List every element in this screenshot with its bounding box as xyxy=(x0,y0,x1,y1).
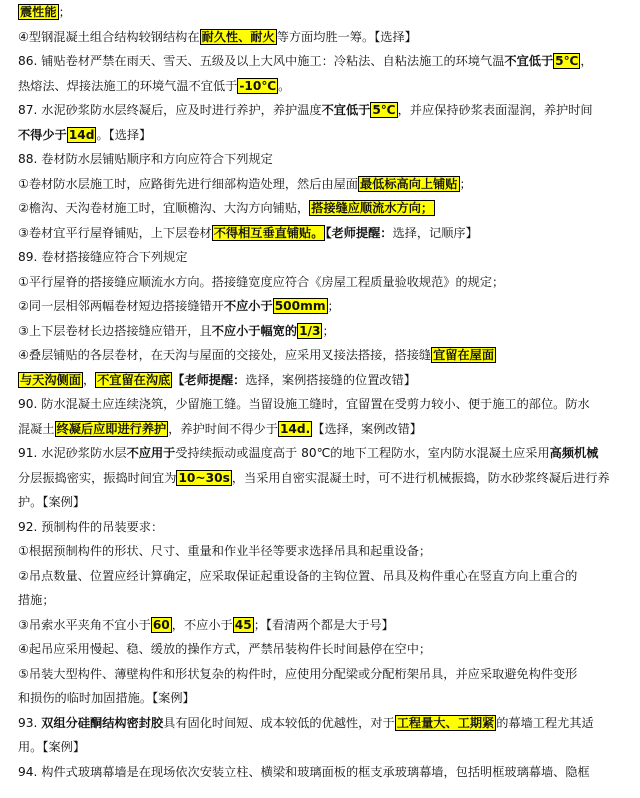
text-segment: ②檐沟、天沟卷材施工时，宜顺檐沟、大沟方向铺贴， xyxy=(18,201,310,215)
text-line xyxy=(18,343,626,368)
text-segment: 88. 卷材防水层铺贴顺序和方向应符合下列规定 xyxy=(18,152,273,166)
text-line xyxy=(18,294,626,319)
text-line xyxy=(18,123,626,148)
text-segment: ⑤吊装大型构件、薄壁构件和形状复杂的构件时，应使用分配梁或分配桁架吊具，并应采取避免构件变形 xyxy=(18,666,578,681)
text-line xyxy=(18,466,626,491)
text-line xyxy=(18,662,626,687)
text-line xyxy=(18,49,626,74)
text-line xyxy=(18,515,626,540)
text-segment: ③上下层卷材长边搭接缝应错开，且 xyxy=(18,323,212,338)
text-line xyxy=(18,270,626,295)
highlighted-text: 60 xyxy=(152,617,170,632)
bold-text: 不宜低于 xyxy=(504,54,554,68)
text-segment: ， xyxy=(82,372,96,387)
bold-text: 双组分硅酮结构密封胶 xyxy=(41,715,164,730)
text-segment: 热熔法、焊接法施工的环境气温不宜低于 xyxy=(18,78,238,93)
highlighted-text: 14d. xyxy=(279,421,311,436)
highlighted-text: 不宜留在沟底 xyxy=(97,372,171,387)
text-segment: ①根据预制构件的形状、尺寸、重量和作业半径等要求选择吊具和起重设备； xyxy=(18,544,432,558)
text-line xyxy=(18,417,626,442)
text-line xyxy=(18,539,626,564)
text-segment: 。 xyxy=(278,78,291,93)
text-segment: 措施； xyxy=(18,593,55,607)
text-segment: 87. 水泥砂浆防水层终凝后，应及时进行养护，养护温度 xyxy=(18,103,322,117)
text-line xyxy=(18,74,626,99)
text-segment: ， xyxy=(580,54,593,68)
text-segment: 选择，案例搭接缝的位置改错】 xyxy=(245,372,416,387)
text-line xyxy=(18,172,626,197)
text-line xyxy=(18,637,626,662)
text-segment: ； xyxy=(58,5,71,19)
text-line xyxy=(18,319,626,344)
bold-text: 不宜低于 xyxy=(321,103,371,117)
text-segment: ④起吊应采用慢起、稳、缓放的操作方式，严禁吊装构件长时间悬停在空中； xyxy=(18,642,432,656)
text-segment: 89. 卷材搭接缝应符合下列规定 xyxy=(18,250,188,264)
text-line xyxy=(18,760,626,785)
text-line xyxy=(18,686,626,711)
text-segment: 94. 构件式玻璃幕墙是在现场依次安装立柱、横梁和玻璃面板的框支承玻璃幕墙，包括明框玻璃幕墙、隐框 xyxy=(18,764,590,779)
highlighted-text: 45 xyxy=(234,617,252,632)
text-segment: ； xyxy=(459,176,472,191)
text-line xyxy=(18,196,626,221)
text-segment: ①平行屋脊的搭接缝应顺流水方向。搭接缝宽度应符合《房屋工程质量验收规范》的规定； xyxy=(18,274,505,289)
highlighted-text: 1/3 xyxy=(299,323,321,338)
highlighted-text: 不得相互垂直铺贴。 xyxy=(213,225,324,240)
text-segment: 混凝土 xyxy=(18,421,55,436)
text-segment: ④型钢混凝土组合结构较钢结构在 xyxy=(18,29,200,44)
text-segment: 93. xyxy=(18,715,42,730)
highlighted-text: 与天沟侧面 xyxy=(20,372,81,387)
bold-text: 【老师提醒： xyxy=(172,372,246,387)
highlighted-text: 14d xyxy=(68,127,95,142)
text-segment: ①卷材防水层施工时，应路街先进行细部构造处理，然后由屋面 xyxy=(18,176,358,191)
text-line xyxy=(18,711,626,736)
text-segment: ，养护时间不得少于 xyxy=(168,421,278,436)
text-line xyxy=(18,147,626,172)
text-segment: 86. 铺贴卷材严禁在雨天、雪天、五级及以上大风中施工：冷粘法、自粘法施工的环境气温 xyxy=(18,54,505,68)
text-line xyxy=(18,392,626,417)
text-segment: ③吊索水平夹角 xyxy=(18,617,103,632)
text-line xyxy=(18,613,626,638)
text-segment: 不应小于 xyxy=(183,617,233,632)
text-segment: ； xyxy=(327,299,340,313)
text-segment: 选择，记顺序】 xyxy=(392,225,478,240)
text-line xyxy=(18,0,626,25)
bold-text: 高频机械 xyxy=(549,446,599,460)
text-segment: ，并应保持砂浆表面湿润，养护时间 xyxy=(397,103,593,117)
highlighted-text: 震性能 xyxy=(20,5,57,19)
text-segment: 90. 防水混凝土应连续浇筑，少留施工缝。当留设施工缝时，宜留置在受剪力较小、便于施工的部位。防水 xyxy=(18,397,590,411)
text-segment: ，当采用自密实混凝土时，可不进行机械振捣，防水砂浆终凝后进行养 xyxy=(231,470,610,485)
highlighted-text: 最低标高向上铺贴 xyxy=(360,176,458,191)
highlighted-text: 10~30s xyxy=(178,470,230,485)
bold-text: 【老师提醒： xyxy=(325,225,393,240)
text-segment: 92. 预制构件的吊装要求： xyxy=(18,519,164,534)
text-segment: ④叠层铺贴的各层卷材，在天沟与屋面的交接处，应采用叉接法搭接，搭接缝 xyxy=(18,348,432,362)
highlighted-text: 耐久性、耐火 xyxy=(201,29,275,44)
text-segment: 不宜小于 xyxy=(102,617,151,632)
text-segment: ③卷材宜平行屋脊铺贴，上下层卷材 xyxy=(18,225,212,240)
bold-text: 不应用于 xyxy=(126,446,176,460)
bold-text: 不得少于 xyxy=(18,127,67,142)
highlighted-text: 5℃ xyxy=(555,54,579,68)
text-segment: 91. 水泥砂浆防水层 xyxy=(18,446,127,460)
text-segment: 护。【案例】 xyxy=(18,495,86,509)
text-line xyxy=(18,735,626,760)
text-segment: 【选择，案例改错】 xyxy=(312,421,422,436)
text-segment: ；【看清两个都是大于号】 xyxy=(253,617,394,632)
text-segment: ， xyxy=(171,617,184,632)
text-line xyxy=(18,25,626,50)
text-line xyxy=(18,221,626,246)
text-segment: 。【选择】 xyxy=(96,127,152,142)
highlighted-text: 宜留在屋面 xyxy=(433,348,495,362)
text-line xyxy=(18,588,626,613)
highlighted-text: 终凝后应即进行养护 xyxy=(56,421,167,436)
bold-text: 不应小于幅宽的 xyxy=(211,323,298,338)
text-line xyxy=(18,441,626,466)
highlighted-text: -10℃ xyxy=(239,78,277,93)
text-line xyxy=(18,564,626,589)
text-segment: 的幕墙工程尤其适 xyxy=(496,715,594,730)
text-segment: ②同一层相邻两幅卷材短边搭接缝错开 xyxy=(18,299,224,313)
text-segment: 用。【案例】 xyxy=(18,740,86,754)
text-line xyxy=(18,98,626,123)
text-segment: ②吊点数量、位置应经计算确定，应采取保证起重设备的主钩位置、吊具及构件重心在竖直方向上重合的 xyxy=(18,568,578,583)
text-segment: 分层振捣密实，振捣时间宜为 xyxy=(18,470,177,485)
highlighted-text: 工程量大、工期紧 xyxy=(396,715,495,730)
text-line xyxy=(18,368,626,393)
text-line xyxy=(18,490,626,515)
highlighted-text: 5℃ xyxy=(372,103,396,117)
text-line xyxy=(18,245,626,270)
text-segment: 具有固化时间短、成本较低的优越性，对于 xyxy=(163,715,395,730)
text-segment: 等方面均胜一筹。【选择】 xyxy=(276,29,417,44)
highlighted-text: 500mm xyxy=(274,299,326,313)
highlighted-text: 搭接缝应顺流水方向； xyxy=(311,201,434,215)
bold-text: 不应小于 xyxy=(223,299,273,313)
text-segment: 受持续振动或温度高于 80℃的地下工程防水，室内防水混凝土应采用 xyxy=(175,446,550,460)
text-segment: ； xyxy=(322,323,335,338)
text-segment: 和损伤的临时加固措施。【案例】 xyxy=(18,691,195,705)
